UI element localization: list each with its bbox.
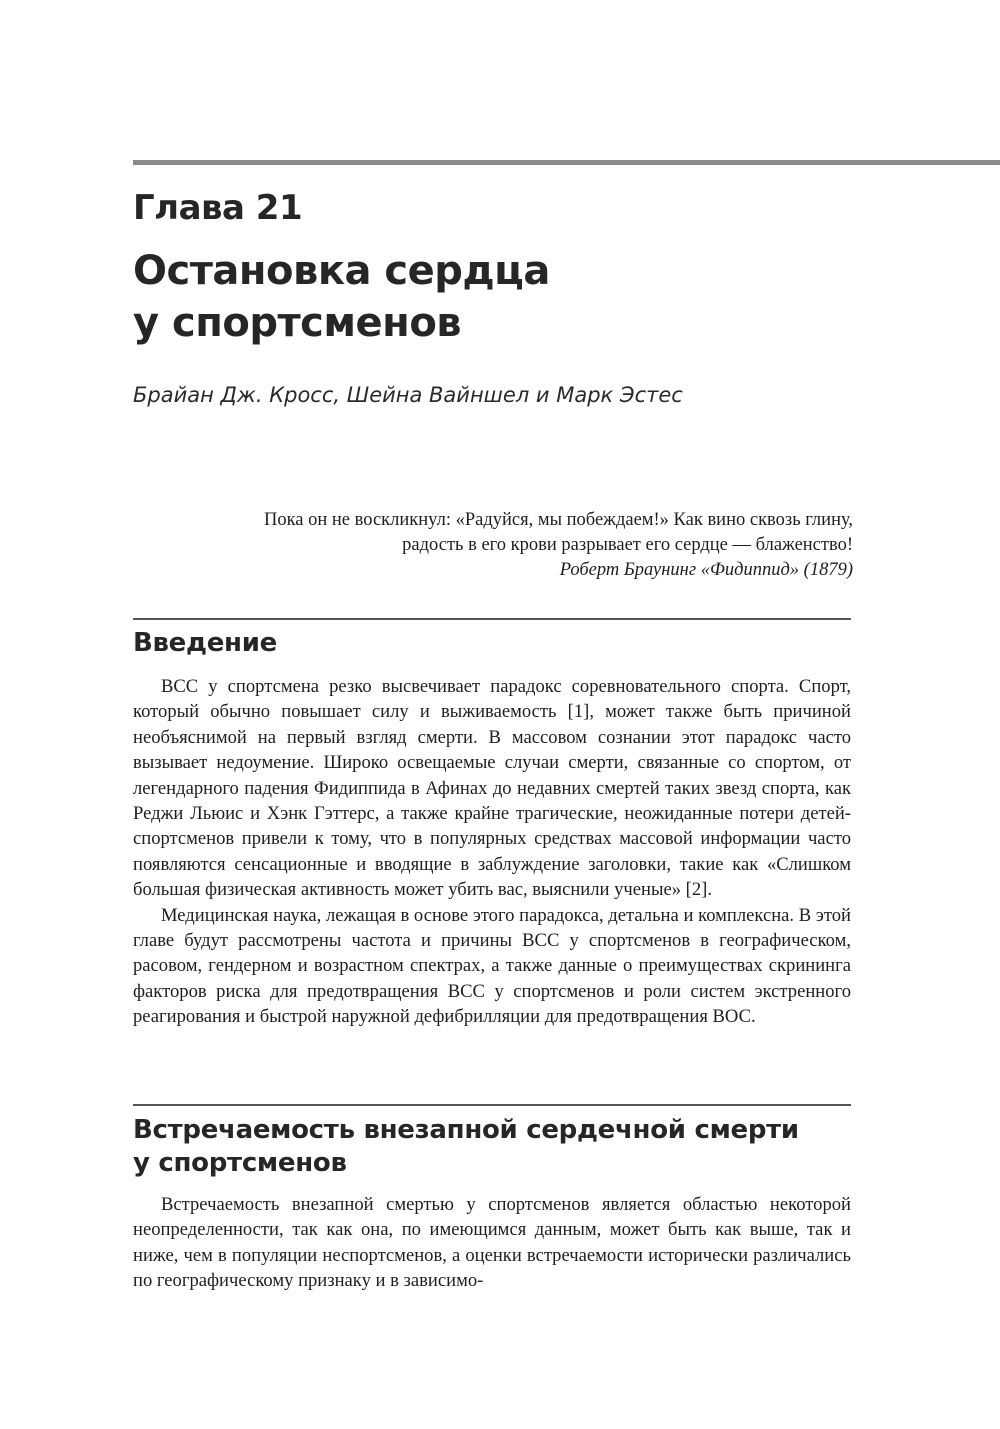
chapter-title (133, 245, 833, 349)
section-heading-line: Встречаемость внезапной сердечной смерти (133, 1115, 799, 1145)
section-rule (133, 618, 851, 620)
section-rule (133, 1104, 851, 1106)
chapter-top-rule (133, 160, 1000, 165)
chapter-authors: Брайан Дж. Кросс, Шейна Вайншел и Марк Эстес (133, 383, 683, 407)
paragraph: ВСС у спортсмена резко высвечивает парадокс соревновательного спорта. Спорт, который обычно повышает силу и выживаемость [1], может также быть причиной необъяснимой на первый взгляд смерти. В массовом сознании этот парадокс часто вызывает недоумение. Широко освещаемые случаи смерти, связанные со спортом, от легендарного падения Фидиппида в Афинах до недавних смертей таких звезд спорта, как Реджи Льюис и Хэнк Гэттерс, а также крайне трагические, неожиданные потери детей-спортсменов привели к тому, что в популярных средствах массовой информации часто появляются сенсационные и вводящие в заблуждение заголовки, такие как «Слишком большая физическая активность может убить вас, выяснили ученые» [2]. (133, 676, 851, 901)
section-body-introduction (133, 674, 851, 1030)
chapter-title-line: Остановка сердца (133, 248, 550, 294)
paragraph: Встречаемость внезапной смертью у спортсменов является областью некоторой неопределенности, так как она, по имеющимся данным, может быть как выше, так и ниже, чем в популяции неспортсменов, а оценки встречаемости исторически различались по географическому признаку и в зависимо- (133, 1194, 851, 1292)
epigraph-line: Пока он не воскликнул: «Радуйся, мы побеждаем!» Как вино сквозь глину, (263, 510, 853, 530)
epigraph-source: Роберт Браунинг «Фидиппид» (1879) (559, 560, 853, 580)
epigraph (264, 508, 853, 583)
epigraph-line: радость в его крови разрывает его сердце — блаженство! (402, 535, 853, 555)
section-heading-introduction (133, 627, 851, 660)
section-heading-incidence (133, 1114, 851, 1180)
section-heading-line: у спортсменов (133, 1148, 347, 1178)
chapter-title-line: у спортсменов (133, 300, 462, 346)
section-body-incidence (133, 1192, 851, 1294)
paragraph: Медицинская наука, лежащая в основе этого парадокса, детальна и комплексна. В этой главе будут рассмотрены частота и причины ВСС у спортсменов в географическом, расовом, гендерном и возрастном спектрах, а также данные о преимуществах скрининга факторов риска для предотвращения ВСС у спортсменов и роли систем экстренного реагирования и быстрой наружной дефибрилляции для предотвращения ВОС. (133, 904, 851, 1028)
chapter-label: Глава 21 (133, 188, 303, 228)
section-heading-line: Введение (133, 628, 277, 658)
